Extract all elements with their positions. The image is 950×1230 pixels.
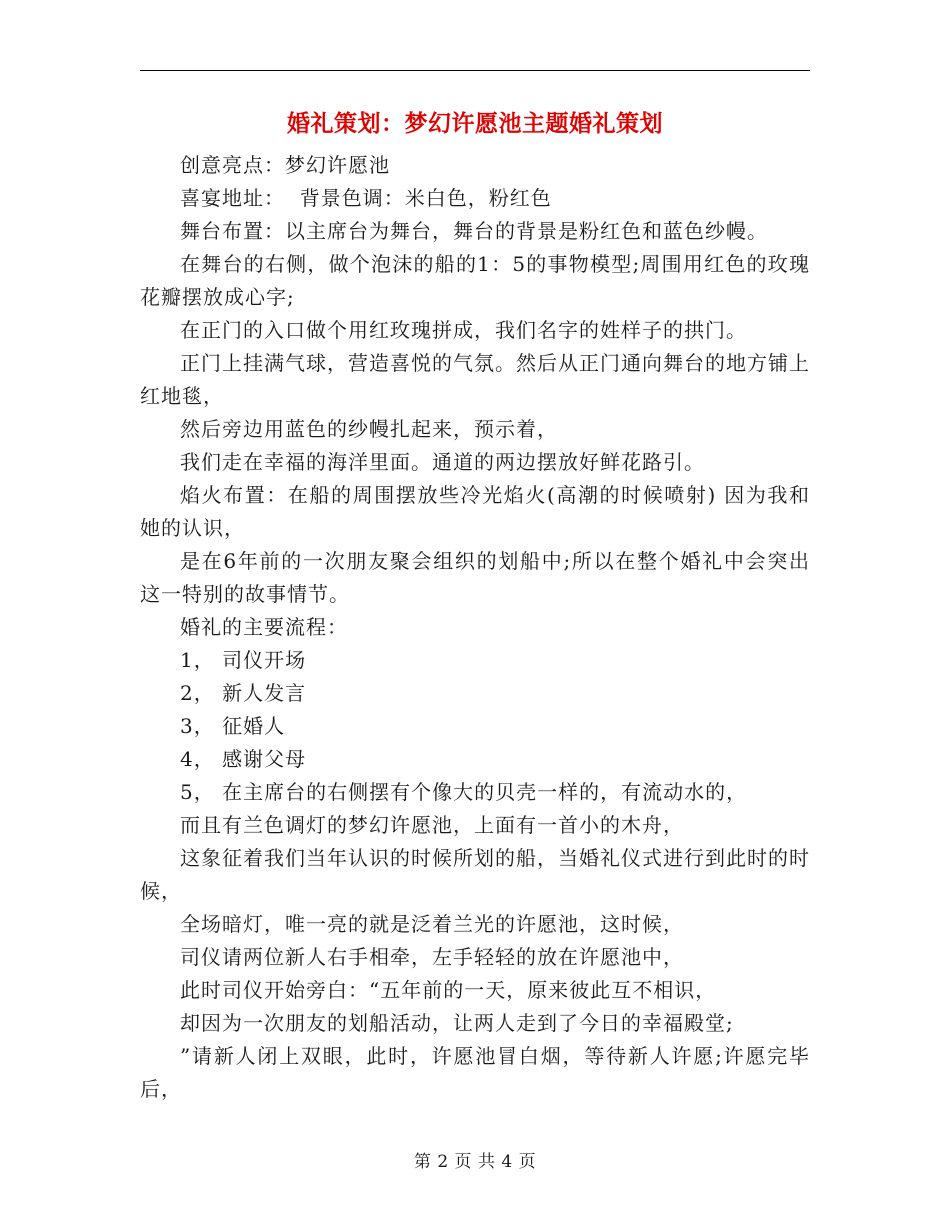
- document-body: [140, 149, 810, 1106]
- document-title: 婚礼策划：梦幻许愿池主题婚礼策划: [287, 111, 663, 137]
- list-item: 5， 在主席台的右侧摆有个像大的贝壳一样的，有流动水的，: [180, 780, 748, 804]
- paragraph: 创意亮点：梦幻许愿池: [180, 153, 390, 177]
- paragraph: 正门上挂满气球，营造喜悦的气氛。然后从正门通向舞台的地方铺上红地毯，: [140, 351, 810, 408]
- paragraph: 却因为一次朋友的划船活动，让两人走到了今日的幸福殿堂;: [180, 1011, 734, 1035]
- header-rule: [140, 70, 810, 71]
- paragraph: 此时司仪开始旁白：“五年前的一天，原来彼此互不相识，: [180, 978, 717, 1002]
- paragraph: 是在6年前的一次朋友聚会组织的划船中;所以在整个婚礼中会突出这一特别的故事情节。: [140, 549, 810, 606]
- paragraph: 然后旁边用蓝色的纱幔扎起来，预示着，: [180, 417, 558, 441]
- paragraph: 在正门的入口做个用红玫瑰拼成，我们名字的姓样子的拱门。: [180, 318, 747, 342]
- paragraph: ”请新人闭上双眼，此时，许愿池冒白烟，等待新人许愿;许愿完毕后，: [140, 1044, 810, 1101]
- paragraph: 而且有兰色调灯的梦幻许愿池，上面有一首小的木舟，: [180, 813, 684, 837]
- list-item: 1， 司仪开场: [180, 648, 307, 672]
- paragraph: 这象征着我们当年认识的时候所划的船，当婚礼仪式进行到此时的时候，: [140, 846, 810, 903]
- list-item: 3， 征婚人: [180, 714, 286, 738]
- paragraph: 喜宴地址： 背景色调：米白色，粉红色: [180, 186, 552, 210]
- paragraph: 全场暗灯，唯一亮的就是泛着兰光的许愿池，这时候，: [180, 912, 684, 936]
- paragraph: 在舞台的右侧，做个泡沫的船的1：5的事物模型;周围用红色的玫瑰花瓣摆放成心字;: [140, 252, 810, 309]
- paragraph: 司仪请两位新人右手相牵，左手轻轻的放在许愿池中，: [180, 945, 684, 969]
- paragraph: 焰火布置：在船的周围摆放些冷光焰火(高潮的时候喷射) 因为我和她的认识，: [140, 483, 810, 540]
- page-indicator: 第 2 页 共 4 页: [413, 1152, 537, 1172]
- list-item: 2， 新人发言: [180, 681, 307, 705]
- paragraph: 我们走在幸福的海洋里面。通道的两边摆放好鲜花路引。: [180, 450, 705, 474]
- list-item: 4， 感谢父母: [180, 747, 307, 771]
- paragraph: 婚礼的主要流程：: [180, 615, 348, 639]
- paragraph: 舞台布置：以主席台为舞台，舞台的背景是粉红色和蓝色纱幔。: [180, 219, 768, 243]
